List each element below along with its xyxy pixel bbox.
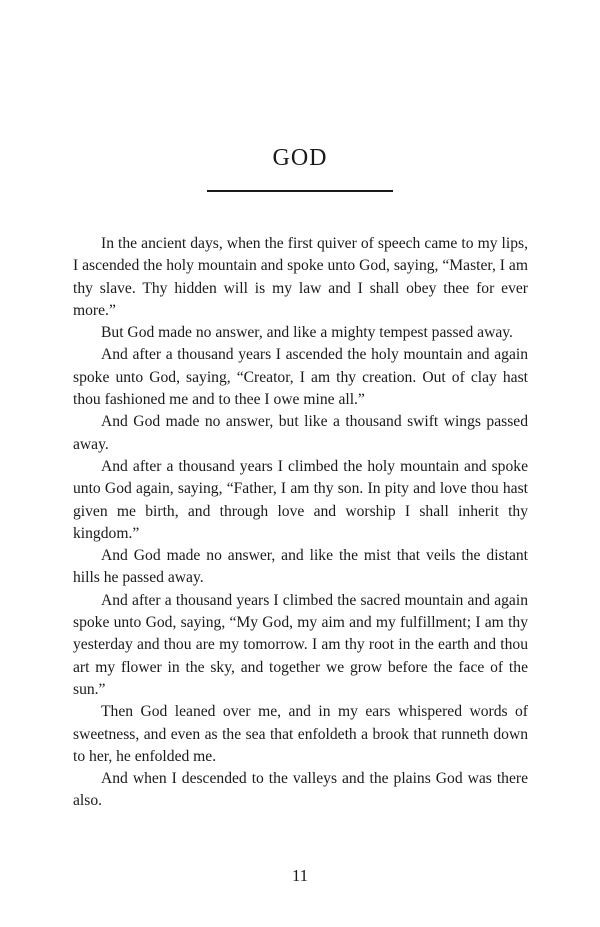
paragraph: And God made no answer, and like the mist that veils the distant hills he passed away. (73, 547, 528, 587)
paragraph: In the ancient days, when the first quiver of speech came to my lips, I ascended the holy mountain and spoke unto God, saying, “Master, I am thy slave. Thy hidden will is my law and I shall obey thee for ever more.” (73, 235, 528, 319)
chapter-body (73, 233, 528, 813)
paragraph: And when I descended to the valleys and the plains God was there also. (73, 770, 528, 810)
title-underline (207, 190, 393, 192)
paragraph: And God made no answer, but like a thousand swift wings passed away. (73, 413, 528, 453)
paragraph: Then God leaned over me, and in my ears whispered words of sweetness, and even as the sea that enfoldeth a brook that runneth down to her, he enfolded me. (73, 703, 528, 765)
paragraph: And after a thousand years I ascended the holy mountain and again spoke unto God, saying, “Creator, I am thy creation. Out of clay hast thou fashioned me and to thee I owe mine all.” (73, 346, 528, 409)
chapter-title: GOD (272, 145, 328, 171)
paragraph: And after a thousand years I climbed the sacred mountain and again spoke unto God, saying, “My God, my aim and my fulfillment; I am thy yesterday and thou are my tomorrow. I am thy root in the earth and thou art my flower in the sky, and together we grow before the face of the sun.” (73, 591, 528, 698)
page-number: 11 (291, 866, 309, 885)
paragraph: And after a thousand years I climbed the holy mountain and spoke unto God again, saying, “Father, I am thy son. In pity and love thou hast given me birth, and through love and worship I shall inherit thy kingdom.” (73, 457, 528, 542)
paragraph: But God made no answer, and like a mighty tempest passed away. (101, 324, 513, 342)
